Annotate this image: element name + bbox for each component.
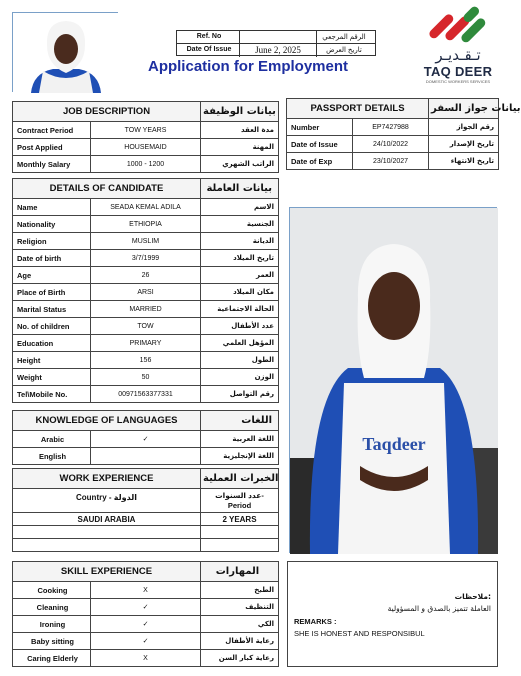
row-label-ar: رقم الجواز	[429, 119, 499, 136]
row-label-ar: اللغة العربية	[201, 431, 279, 448]
table-row	[13, 250, 279, 267]
row-label-ar: المهنة	[201, 139, 279, 156]
row-label: Contract Period	[13, 122, 91, 139]
table-row	[13, 513, 279, 526]
table-row	[13, 369, 279, 386]
row-label: Caring Elderly	[13, 650, 91, 667]
date-issue-value: June 2, 2025	[239, 44, 317, 57]
row-value: ARSI	[91, 284, 201, 301]
table-row	[13, 335, 279, 352]
row-label-ar: الوزن	[201, 369, 279, 386]
passport-section	[286, 98, 521, 170]
table-row	[13, 301, 279, 318]
table-row	[13, 431, 279, 448]
period-header-en: Period	[227, 500, 252, 510]
remarks-label-ar: ملاحظات:	[454, 592, 491, 601]
ref-label: Ref. No	[196, 33, 222, 40]
row-value: 156	[91, 352, 201, 369]
row-value: 23/10/2027	[353, 153, 429, 170]
languages-title-en: KNOWLEDGE OF LANGUAGES	[13, 411, 201, 431]
table-row	[13, 386, 279, 403]
row-label: Place of Birth	[13, 284, 91, 301]
row-value: 3/7/1999	[91, 250, 201, 267]
row-label-ar: عدد الأطفال	[201, 318, 279, 335]
languages-title-ar: اللغات	[201, 411, 279, 431]
row-label: Nationality	[13, 216, 91, 233]
work-country	[13, 539, 201, 552]
logo-brand: TAQ DEER	[423, 64, 493, 79]
table-row	[287, 136, 499, 153]
apron-text: Taqdeer	[362, 434, 426, 454]
check-icon: ✓	[91, 431, 201, 448]
period-header-ar: عدد السنوات-	[215, 490, 264, 500]
work-country: SAUDI ARABIA	[13, 513, 201, 526]
row-label-ar: اللغة الإنجليزية	[201, 448, 279, 465]
cross-icon: X	[91, 582, 201, 599]
row-value: PRIMARY	[91, 335, 201, 352]
logo-mark-icon	[418, 6, 498, 48]
work-title-en: WORK EXPERIENCE	[13, 469, 201, 489]
row-value: ETHIOPIA	[91, 216, 201, 233]
table-row	[13, 139, 279, 156]
page-title: Application for Employment	[147, 58, 348, 75]
table-row	[13, 650, 279, 667]
row-label: Ironing	[13, 616, 91, 633]
row-label: Age	[13, 267, 91, 284]
job-description-section	[12, 101, 278, 173]
row-label: Arabic	[13, 431, 91, 448]
skills-title-ar: المهارات	[201, 562, 279, 582]
remarks-box	[287, 561, 498, 667]
row-label-ar: الراتب الشهري	[201, 156, 279, 173]
table-row	[13, 539, 279, 552]
work-period	[201, 526, 279, 539]
row-label: Number	[287, 119, 353, 136]
remarks-text-ar: العاملة تتميز بالصدق و المسؤولية	[387, 604, 491, 613]
row-label: Date of Exp	[287, 153, 353, 170]
row-label-ar: رقم التواصل	[201, 386, 279, 403]
row-label: Weight	[13, 369, 91, 386]
row-value	[91, 448, 201, 465]
work-country-header: Country - الدولة	[13, 489, 201, 513]
row-value: 50	[91, 369, 201, 386]
row-label: Tel\Mobile No.	[13, 386, 91, 403]
check-icon: ✓	[91, 599, 201, 616]
table-row	[13, 448, 279, 465]
candidate-section	[12, 178, 278, 403]
candidate-title-en: DETAILS OF CANDIDATE	[13, 179, 201, 199]
date-issue-label: Date Of Issue	[186, 46, 232, 53]
table-row	[13, 284, 279, 301]
reference-box	[176, 30, 376, 56]
row-label-ar: الطبخ	[201, 582, 279, 599]
row-label-ar: رعاية الأطفال	[201, 633, 279, 650]
row-label-ar: الديانة	[201, 233, 279, 250]
job-title-ar: بيانات الوظيفة	[201, 102, 279, 122]
row-value: 00971563377331	[91, 386, 201, 403]
row-label-ar: الجنسية	[201, 216, 279, 233]
table-row	[13, 526, 279, 539]
row-label: No. of children	[13, 318, 91, 335]
row-label: Post Applied	[13, 139, 91, 156]
row-label-ar: الاسم	[201, 199, 279, 216]
work-period	[201, 539, 279, 552]
row-value: TOW YEARS	[91, 122, 201, 139]
row-label-ar: مكان الميلاد	[201, 284, 279, 301]
table-row	[13, 216, 279, 233]
table-row	[13, 199, 279, 216]
table-row	[13, 616, 279, 633]
passport-title-en: PASSPORT DETAILS	[287, 99, 429, 119]
table-row	[13, 122, 279, 139]
row-label-ar: المؤهل العلمي	[201, 335, 279, 352]
work-experience-section	[12, 468, 278, 552]
cross-icon: X	[91, 650, 201, 667]
job-title-en: JOB DESCRIPTION	[13, 102, 201, 122]
logo-tagline: DOMESTIC WORKERS SERVICES	[425, 79, 491, 84]
remarks-label-en: REMARKS :	[294, 617, 337, 626]
remarks-text-en: SHE IS HONEST AND RESPONSIBUL	[294, 629, 425, 638]
company-logo	[418, 6, 498, 94]
row-label: Name	[13, 199, 91, 216]
row-label-ar: الكي	[201, 616, 279, 633]
row-label-ar: العمر	[201, 267, 279, 284]
row-label-ar: تاريخ الانتهاء	[429, 153, 499, 170]
row-label-ar: الطول	[201, 352, 279, 369]
ref-label-ar: الرقم المرجعي	[322, 34, 366, 41]
row-label-ar: تاريخ الميلاد	[201, 250, 279, 267]
table-row	[13, 582, 279, 599]
row-label: Baby sitting	[13, 633, 91, 650]
row-value: 24/10/2022	[353, 136, 429, 153]
row-value: 26	[91, 267, 201, 284]
check-icon: ✓	[91, 633, 201, 650]
row-label: Religion	[13, 233, 91, 250]
candidate-title-ar: بيانات العاملة	[201, 179, 279, 199]
row-label: Height	[13, 352, 91, 369]
row-label-ar: الحالة الاجتماعية	[201, 301, 279, 318]
table-row	[13, 318, 279, 335]
row-label: Education	[13, 335, 91, 352]
row-label-ar: تاريخ الإصدار	[429, 136, 499, 153]
table-row	[13, 633, 279, 650]
row-value: SEADA KEMAL ADILA	[91, 199, 201, 216]
table-row	[13, 233, 279, 250]
date-issue-label-ar: تاريخ العرض	[326, 47, 362, 54]
table-row	[13, 267, 279, 284]
row-label: Marital Status	[13, 301, 91, 318]
row-value: EP7427988	[353, 119, 429, 136]
row-value: MUSLIM	[91, 233, 201, 250]
row-label-ar: رعاية كبار السن	[201, 650, 279, 667]
check-icon: ✓	[91, 616, 201, 633]
row-label: Date of Issue	[287, 136, 353, 153]
logo-arabic-text: تـقـديـر	[435, 46, 481, 64]
row-value: TOW	[91, 318, 201, 335]
row-label: English	[13, 448, 91, 465]
table-row	[13, 156, 279, 173]
ref-value	[239, 31, 317, 43]
table-row	[13, 352, 279, 369]
work-period-header	[201, 489, 279, 513]
work-period: 2 YEARS	[201, 513, 279, 526]
row-value: HOUSEMAID	[91, 139, 201, 156]
row-label: Cooking	[13, 582, 91, 599]
row-label-ar: التنظيف	[201, 599, 279, 616]
work-country	[13, 526, 201, 539]
row-value: 1000 - 1200	[91, 156, 201, 173]
table-row	[13, 599, 279, 616]
row-label: Monthly Salary	[13, 156, 91, 173]
row-label-ar: مدة العقد	[201, 122, 279, 139]
row-value: MARRIED	[91, 301, 201, 318]
row-label: Cleaning	[13, 599, 91, 616]
skills-title-en: SKILL EXPERIENCE	[13, 562, 201, 582]
passport-title-ar: بيانات جواز السفر	[429, 99, 499, 119]
candidate-photo-large	[289, 207, 497, 553]
languages-section	[12, 410, 278, 465]
table-row	[287, 153, 499, 170]
work-title-ar: الخبرات العملية	[201, 469, 279, 489]
table-row	[287, 119, 499, 136]
row-label: Date of birth	[13, 250, 91, 267]
candidate-photo-small	[12, 12, 118, 92]
skills-section	[12, 561, 278, 667]
